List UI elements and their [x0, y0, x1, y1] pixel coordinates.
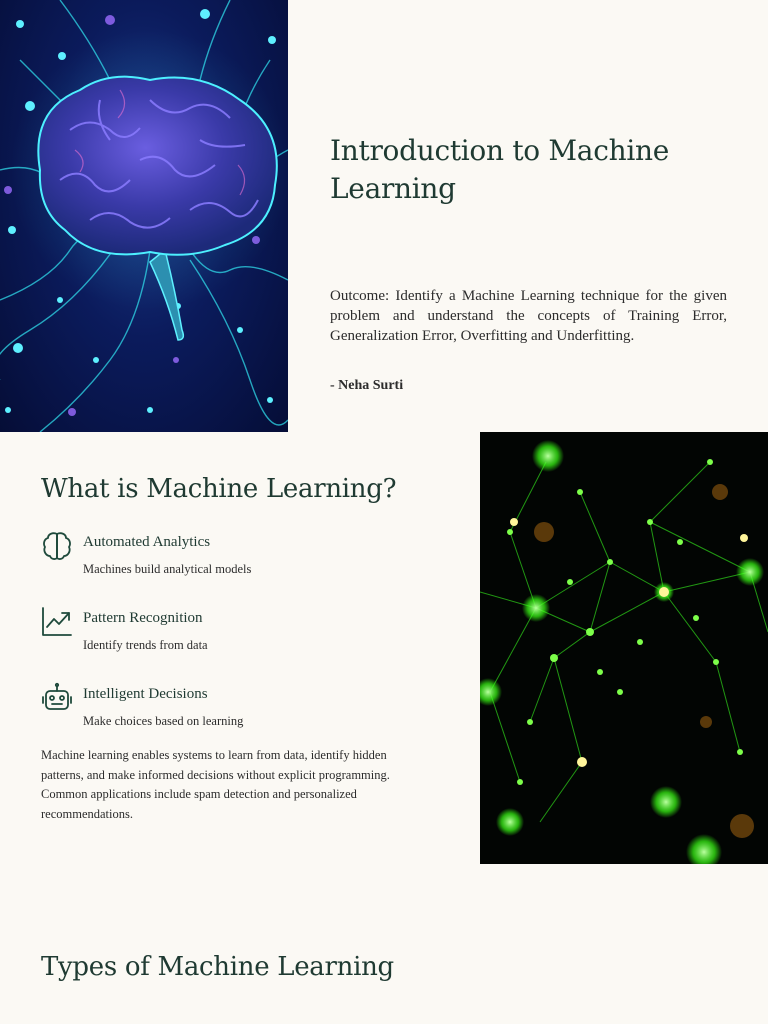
- feature-intelligent-decisions: [41, 682, 441, 742]
- feature-description: Make choices based on learning: [83, 714, 244, 728]
- feature-title: Intelligent Decisions: [83, 686, 208, 702]
- feature-title: Automated Analytics: [83, 534, 211, 550]
- feature-automated-analytics: [41, 530, 441, 590]
- neural-network-illustration: [480, 432, 768, 864]
- ml-description: Machine learning enables systems to learn from data, identify hidden patterns, and make informed decisions without explicit programming. Common applications include spam detection and personalized recommendations.: [41, 748, 390, 821]
- author-name: - Neha Surti: [330, 378, 404, 393]
- robot-icon: [41, 682, 73, 714]
- neural-network-graphic: [480, 432, 768, 864]
- section-title-types-of-ml: Types of Machine Learning: [41, 952, 394, 982]
- feature-description: Machines build analytical models: [83, 562, 252, 576]
- chart-trend-icon: [41, 606, 73, 638]
- page-title: Introduction to Machine Learning: [330, 134, 669, 205]
- brain-illustration: [0, 0, 288, 432]
- cut-off-text-line: [41, 1016, 731, 1024]
- outcome-text: Outcome: Identify a Machine Learning technique for the given problem and understand the concepts of Training Error, Generalization Error, Overfitting and Underfitting.: [330, 288, 727, 344]
- feature-pattern-recognition: [41, 606, 441, 666]
- brain-icon: [41, 530, 73, 562]
- feature-title: Pattern Recognition: [83, 610, 203, 626]
- feature-description: Identify trends from data: [83, 638, 208, 652]
- brain-illustration-graphic: [0, 0, 288, 432]
- section-title-what-is-ml: What is Machine Learning?: [41, 474, 397, 504]
